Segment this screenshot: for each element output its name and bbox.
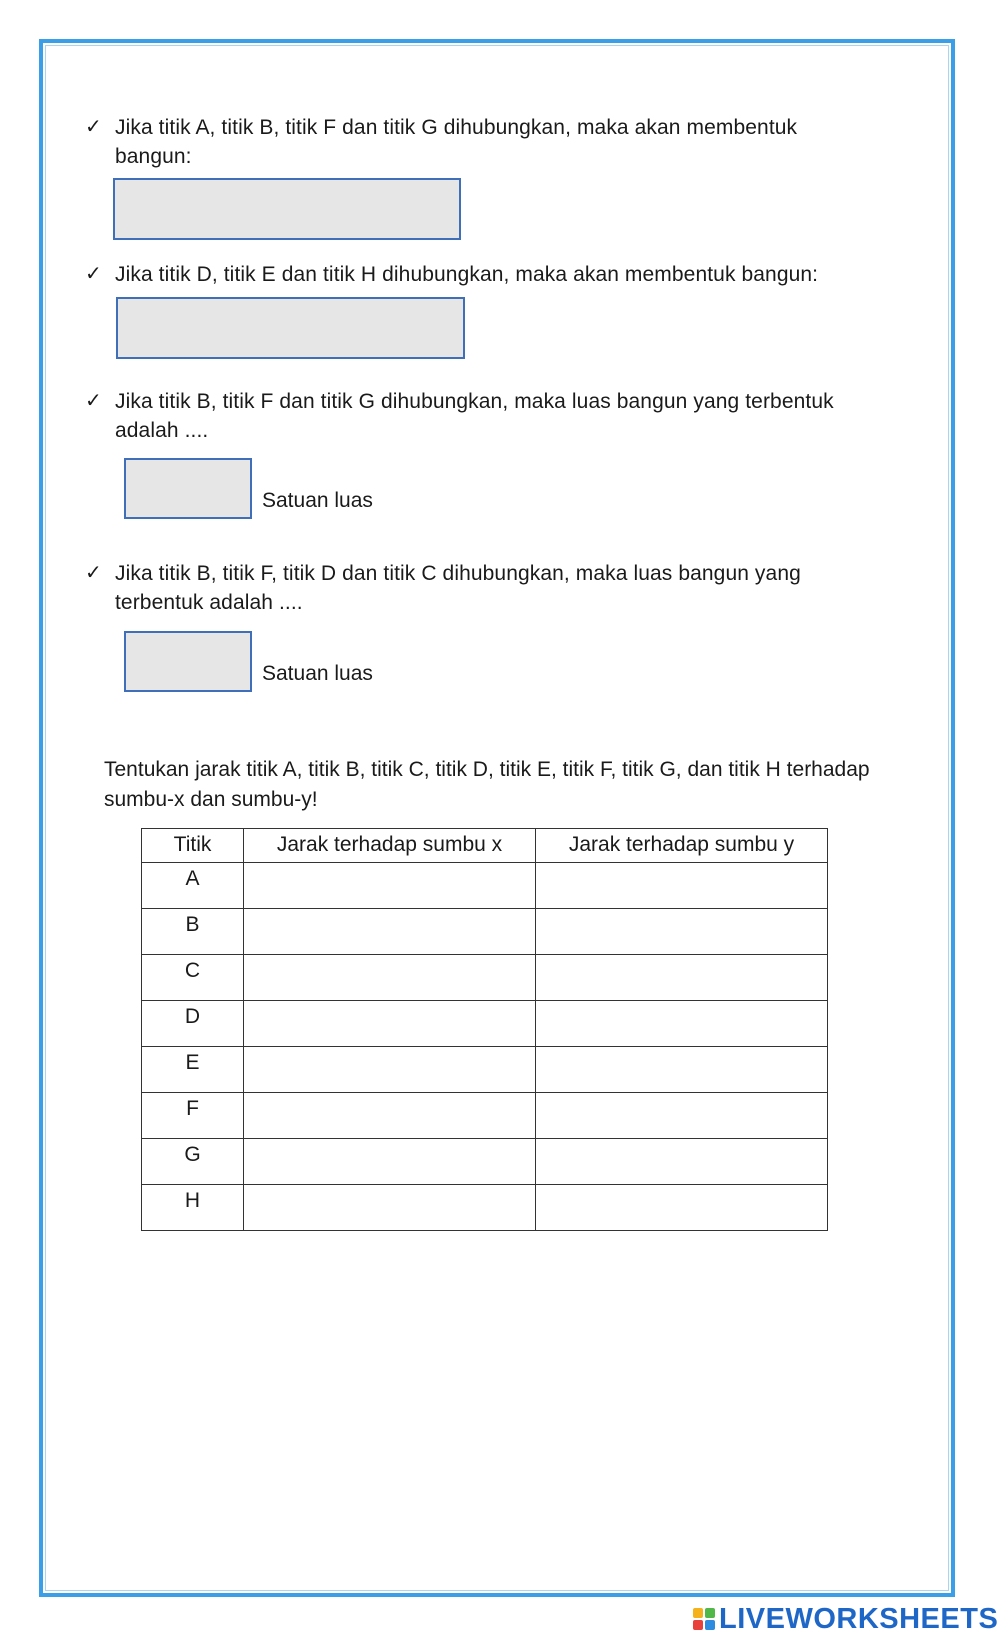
table-header-row — [142, 829, 828, 863]
logo-square-icon — [693, 1620, 703, 1630]
point-label: H — [142, 1185, 244, 1231]
table-row — [142, 1185, 828, 1231]
distance-y-cell[interactable] — [536, 955, 828, 1001]
logo-square-icon — [693, 1608, 703, 1618]
header-distance-x: Jarak terhadap sumbu x — [244, 829, 536, 863]
unit-label: Satuan luas — [262, 662, 373, 685]
liveworksheets-logo — [693, 1602, 998, 1636]
question-3-text: Jika titik B, titik F dan titik G dihubungkan, maka luas bangun yang terbentuk adalah .... — [115, 390, 834, 442]
question-2-text: Jika titik D, titik E dan titik H dihubungkan, maka akan membentuk bangun: — [115, 263, 819, 286]
logo-mark-icon — [693, 1608, 715, 1630]
distance-y-cell[interactable] — [536, 1185, 828, 1231]
distance-x-cell[interactable] — [244, 1139, 536, 1185]
check-icon: ✓ — [85, 116, 102, 138]
logo-square-icon — [705, 1620, 715, 1630]
distance-x-cell[interactable] — [244, 1001, 536, 1047]
distance-x-cell[interactable] — [244, 909, 536, 955]
check-icon: ✓ — [85, 562, 102, 584]
distance-y-cell[interactable] — [536, 1093, 828, 1139]
logo-square-icon — [705, 1608, 715, 1618]
distance-y-cell[interactable] — [536, 863, 828, 909]
distance-y-cell[interactable] — [536, 1047, 828, 1093]
table-row — [142, 955, 828, 1001]
distance-y-cell[interactable] — [536, 1001, 828, 1047]
point-label: D — [142, 1001, 244, 1047]
table-row — [142, 1139, 828, 1185]
distance-x-cell[interactable] — [244, 1185, 536, 1231]
question-4-text: Jika titik B, titik F, titik D dan titik C dihubungkan, maka luas bangun yang terbentuk adalah .... — [115, 562, 801, 614]
point-label: F — [142, 1093, 244, 1139]
table-row — [142, 1093, 828, 1139]
answer-box-1[interactable] — [113, 178, 461, 240]
point-label: A — [142, 863, 244, 909]
answer-box-2[interactable] — [116, 297, 465, 359]
distance-x-cell[interactable] — [244, 955, 536, 1001]
logo-text: LIVEWORKSHEETS — [719, 1602, 999, 1635]
distance-table — [141, 828, 828, 1231]
distance-y-cell[interactable] — [536, 1139, 828, 1185]
unit-label: Satuan luas — [262, 489, 373, 512]
distance-x-cell[interactable] — [244, 863, 536, 909]
header-distance-y: Jarak terhadap sumbu y — [536, 829, 828, 863]
answer-box-3[interactable] — [124, 458, 252, 519]
distance-y-cell[interactable] — [536, 909, 828, 955]
table-row — [142, 1047, 828, 1093]
table-instruction: Tentukan jarak titik A, titik B, titik C, titik D, titik E, titik F, titik G, dan titik H terhadap sumbu-x dan sumbu-y! — [104, 758, 870, 811]
point-label: C — [142, 955, 244, 1001]
point-label: G — [142, 1139, 244, 1185]
check-icon: ✓ — [85, 263, 102, 285]
question-1-text: Jika titik A, titik B, titik F dan titik G dihubungkan, maka akan membentuk bangun: — [115, 116, 798, 168]
table-row — [142, 863, 828, 909]
table-row — [142, 909, 828, 955]
distance-x-cell[interactable] — [244, 1093, 536, 1139]
check-icon: ✓ — [85, 390, 102, 412]
point-label: B — [142, 909, 244, 955]
point-label: E — [142, 1047, 244, 1093]
answer-box-4[interactable] — [124, 631, 252, 692]
header-titik: Titik — [142, 829, 244, 863]
distance-x-cell[interactable] — [244, 1047, 536, 1093]
table-row — [142, 1001, 828, 1047]
